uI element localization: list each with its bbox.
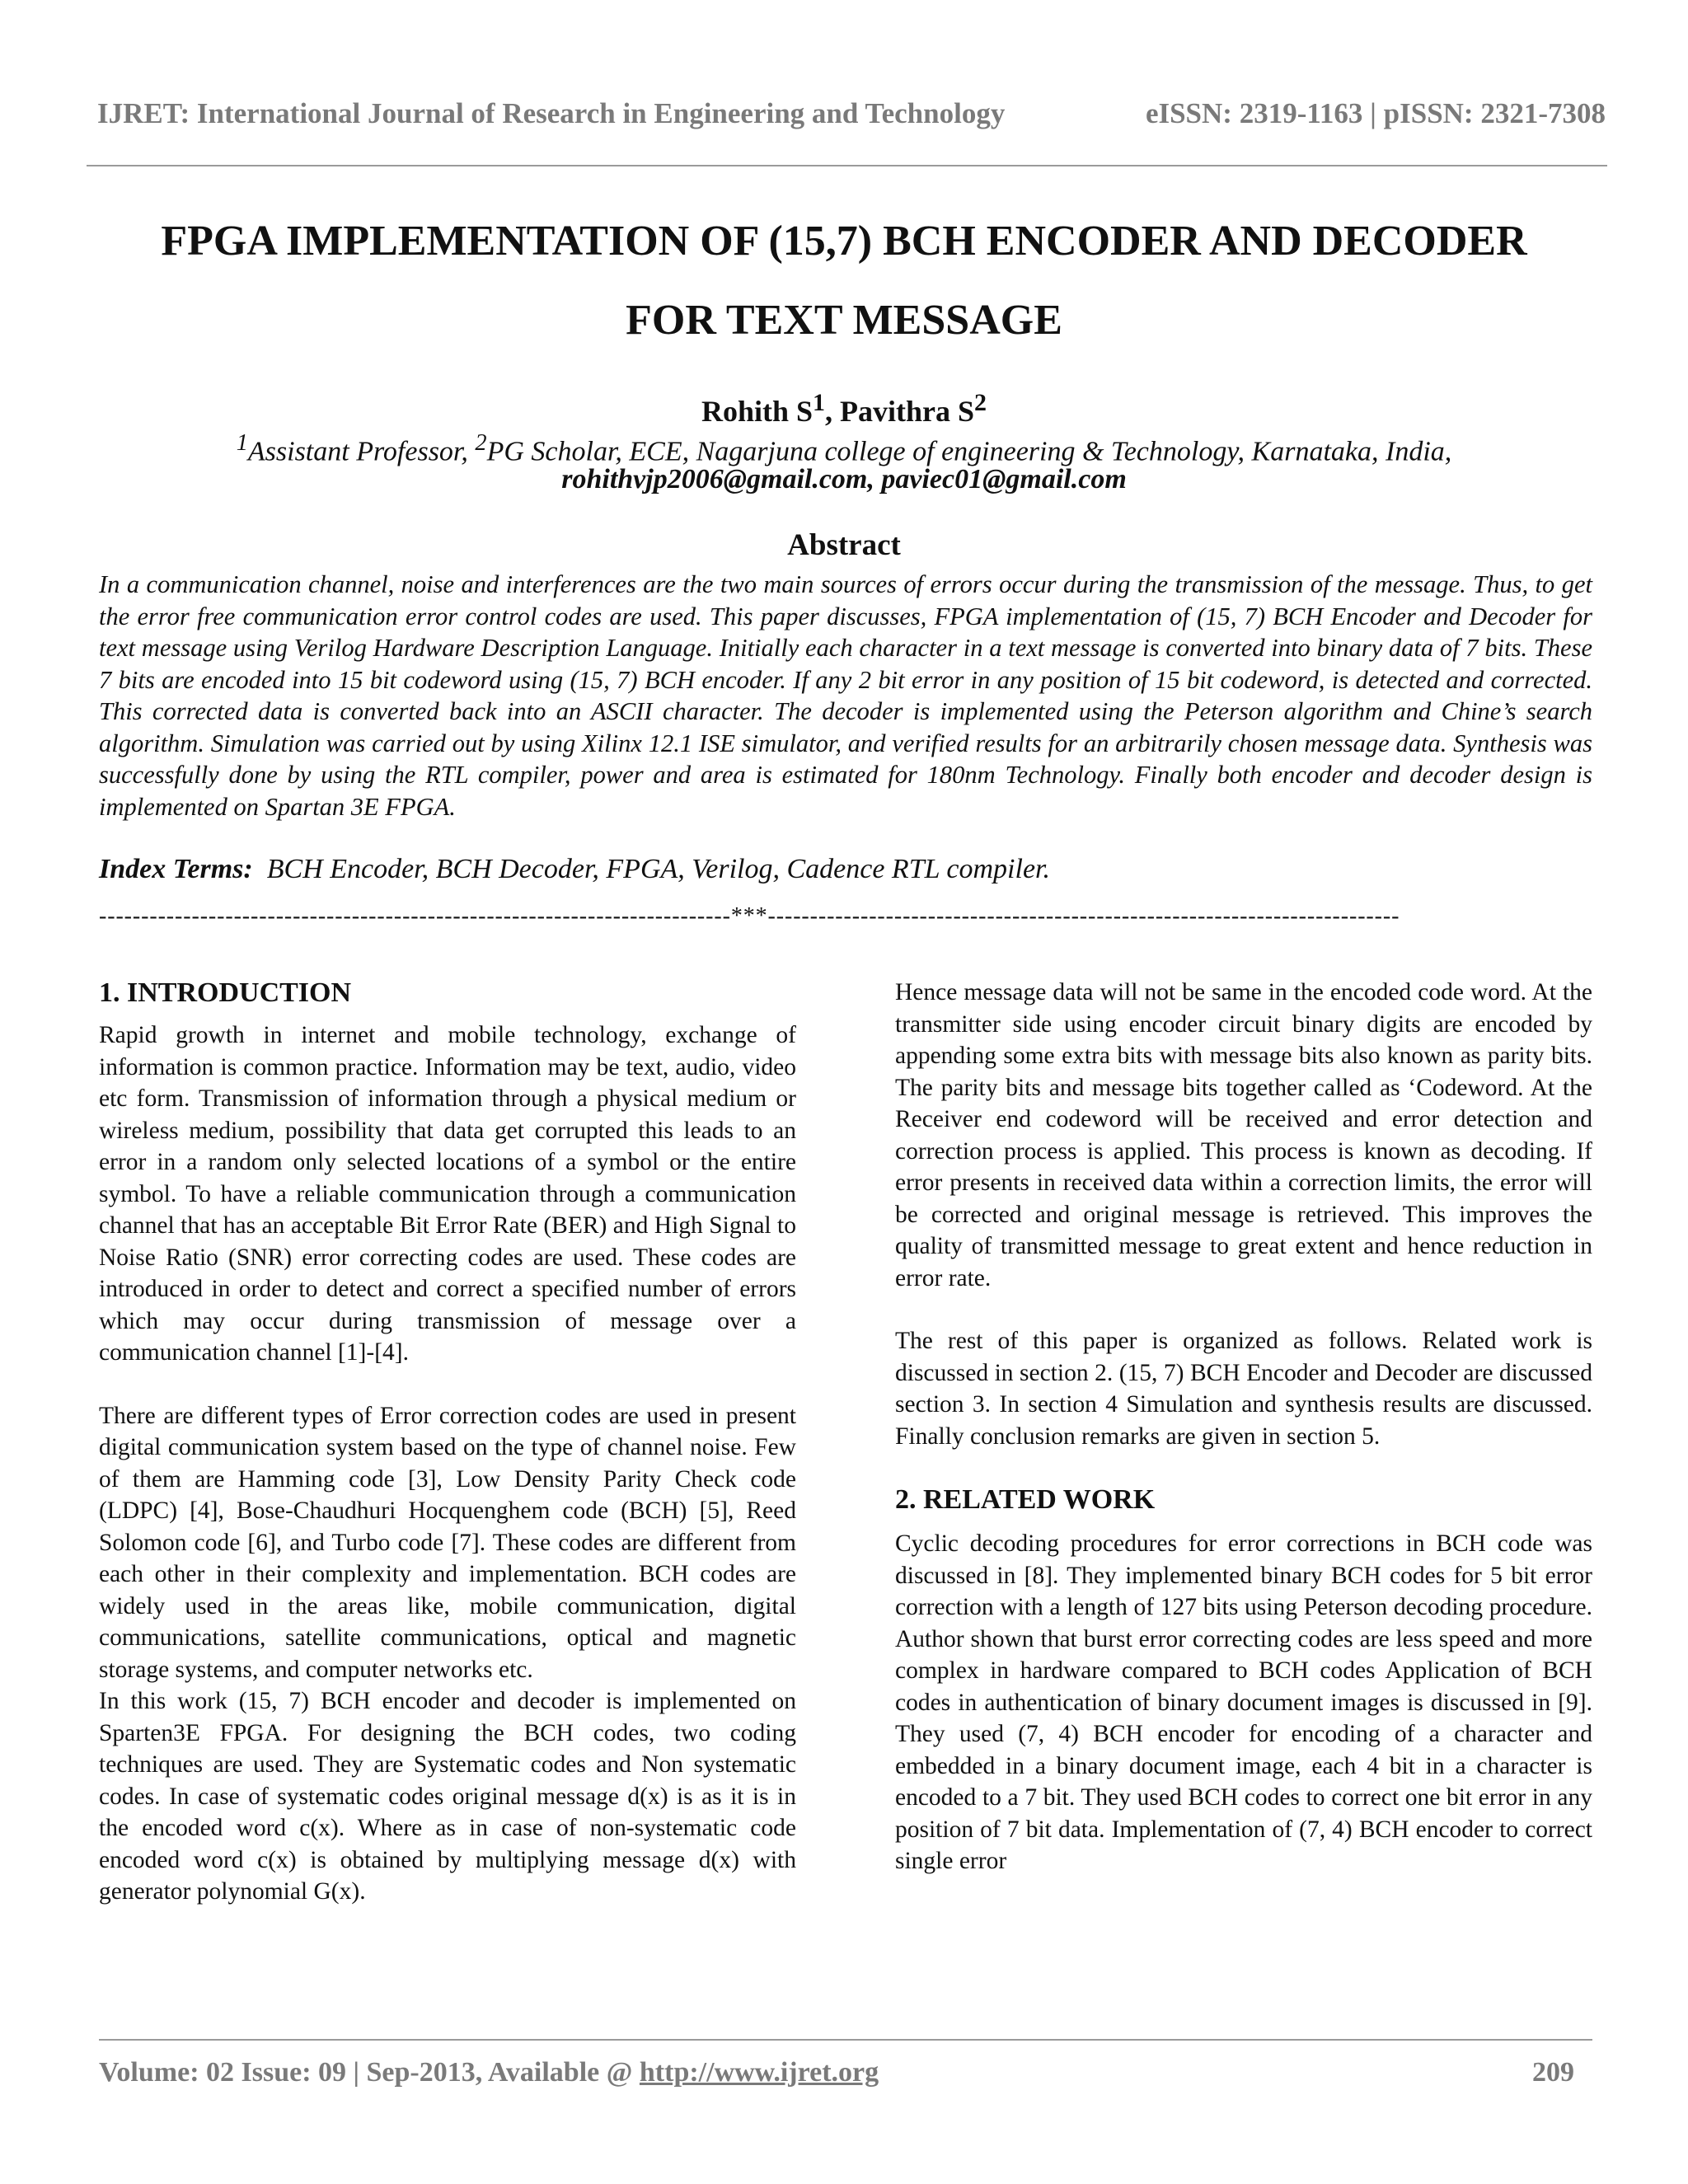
index-terms-text: BCH Encoder, BCH Decoder, FPGA, Verilog, Cadence RTL compiler. bbox=[266, 854, 1050, 884]
intro-paragraph-5: The rest of this paper is organized as follows. Related work is discussed in section 2. (15, 7) BCH Encoder and Decoder are discussed section 3. In section 4 Simulation and synthesis results are discussed. Finally conclusion remarks are given in section 5. bbox=[895, 1328, 1592, 1450]
index-terms-label: Index Terms: bbox=[99, 854, 253, 884]
related-work-heading: 2. RELATED WORK bbox=[895, 1484, 1156, 1515]
introduction-heading: 1. INTRODUCTION bbox=[99, 977, 352, 1008]
author-2-superscript: 2 bbox=[974, 389, 987, 416]
author-separator: , bbox=[825, 395, 841, 428]
issn: eISSN: 2319-1163 | pISSN: 2321-7308 bbox=[1145, 97, 1606, 129]
affil-superscript-1: 1 bbox=[236, 430, 248, 456]
footer-divider bbox=[99, 2039, 1592, 2041]
author-list bbox=[0, 389, 1688, 429]
affil-part-2: PG Scholar, ECE, Nagarjuna college of engineering & Technology, Karnataka, India, bbox=[486, 436, 1452, 467]
author-1-superscript: 1 bbox=[813, 389, 826, 416]
right-column bbox=[895, 977, 1592, 1877]
index-terms bbox=[99, 854, 1592, 885]
author-2: Pavithra S bbox=[840, 395, 975, 428]
title-line-1: FPGA IMPLEMENTATION OF (15,7) BCH ENCODER AND DECODER bbox=[161, 218, 1527, 265]
affiliation bbox=[0, 430, 1688, 467]
footer-volume: Volume: 02 Issue: 09 | Sep-2013, Available @ bbox=[99, 2057, 640, 2088]
related-work-paragraph: Cyclic decoding procedures for error corrections in BCH code was discussed in [8]. They implemented binary BCH codes for 5 bit error correction with a length of 127 bits using Peterson decoding procedure. Author shown that burst error correcting codes are less speed and more complex in hardware compared to BCH codes Application of BCH codes in authentication of binary document images is discussed in [9]. They used (7, 4) BCH encoder for encoding of a character and embedded in a binary document image, each 4 bit in a character is encoded to a 7 bit. They used BCH codes to correct one bit error in any position of 7 bit data. Implementation of (7, 4) BCH encoder to correct single error bbox=[895, 1530, 1592, 1874]
author-1: Rohith S bbox=[701, 395, 814, 428]
section-divider: ---------------------------------------------------------------------------***--------------------------------------------------------------------------- bbox=[99, 903, 1400, 929]
footer-info bbox=[99, 2057, 879, 2088]
intro-paragraph-4: Hence message data will not be same in the encoded code word. At the transmitter side using encoder circuit binary digits are encoded by appending some extra bits with message bits also known as parity bits. The parity bits and message bits together called as ‘Codeword. At the Receiver end codeword will be received and error detection and correction process is applied. This process is known as decoding. If error presents in received data within a correction limits, the error will be corrected and original message is retrieved. This improves the quality of transmitted message to great extent and hence reduction in error rate. bbox=[895, 979, 1592, 1291]
left-column bbox=[99, 977, 796, 1908]
affil-part-1: Assistant Professor, bbox=[247, 436, 476, 467]
intro-paragraph-2: There are different types of Error correction codes are used in present digital communication system based on the type of channel noise. Few of them are Hamming code [3], Low Density Parity Check code (LDPC) [4], Bose-Chaudhuri Hocquenghem code (BCH) [5], Reed Solomon code [6], and Turbo code [7]. These codes are different from each other in their complexity and implementation. BCH codes are widely used in the areas like, mobile communication, digital communications, satellite communications, optical and magnetic storage systems, and computer networks etc. bbox=[99, 1402, 796, 1683]
running-header bbox=[97, 97, 1606, 130]
abstract-text: In a communication channel, noise and interferences are the two main sources of errors occur during the transmission of the message. Thus, to get the error free communication error control codes are used. This paper discusses, FPGA implementation of (15, 7) BCH Encoder and Decoder for text message using Verilog Hardware Description Language. Initially each character in a text message is converted into binary data of 7 bits. These 7 bits are encoded into 15 bit codeword using (15, 7) BCH encoder. If any 2 bit error in any position of 15 bit codeword, is detected and corrected. This corrected data is converted back into an ASCII character. The decoder is implemented using the Peterson algorithm and Chine’s search algorithm. Simulation was carried out by using Xilinx 12.1 ISE simulator, and verified results for an arbitrarily chosen message data. Synthesis was successfully done by using the RTL compiler, power and area is estimated for 180nm Technology. Finally both encoder and decoder design is implemented on Spartan 3E FPGA. bbox=[99, 570, 1592, 821]
header-divider bbox=[87, 165, 1607, 166]
author-emails: rohithvjp2006@gmail.com, paviec01@gmail.com bbox=[561, 464, 1127, 494]
page-footer bbox=[99, 2057, 1574, 2088]
journal-name: IJRET: International Journal of Research in Engineering and Technology bbox=[97, 97, 1006, 129]
page-number: 209 bbox=[1532, 2057, 1574, 2088]
journal-link[interactable]: http://www.ijret.org bbox=[639, 2057, 879, 2088]
paper-title bbox=[66, 202, 1622, 360]
abstract-heading: Abstract bbox=[787, 528, 901, 562]
intro-paragraph-1: Rapid growth in internet and mobile technology, exchange of information is common practice. Information may be text, audio, video etc form. Transmission of information through a physical medium or wireless medium, possibility that data get corrupted this leads to an error in a random only selected locations of a symbol or the entire symbol. To have a reliable communication through a communication channel that has an acceptable Bit Error Rate (BER) and High Signal to Noise Ratio (SNR) error correcting codes are used. These codes are introduced in order to detect and correct a specified number of errors which may occur during transmission of message over a communication channel [1]-[4]. bbox=[99, 1022, 796, 1366]
title-line-2: FOR TEXT MESSAGE bbox=[626, 297, 1062, 344]
intro-paragraph-3: In this work (15, 7) BCH encoder and decoder is implemented on Sparten3E FPGA. For designing the BCH codes, two coding techniques are used. They are Systematic codes and Non systematic codes. In case of systematic codes original message d(x) is as it is in the encoded word c(x). Where as in case of non-systematic code encoded word c(x) is obtained by multiplying message d(x) with generator polynomial G(x). bbox=[99, 1688, 796, 1905]
affil-superscript-2: 2 bbox=[475, 430, 487, 456]
